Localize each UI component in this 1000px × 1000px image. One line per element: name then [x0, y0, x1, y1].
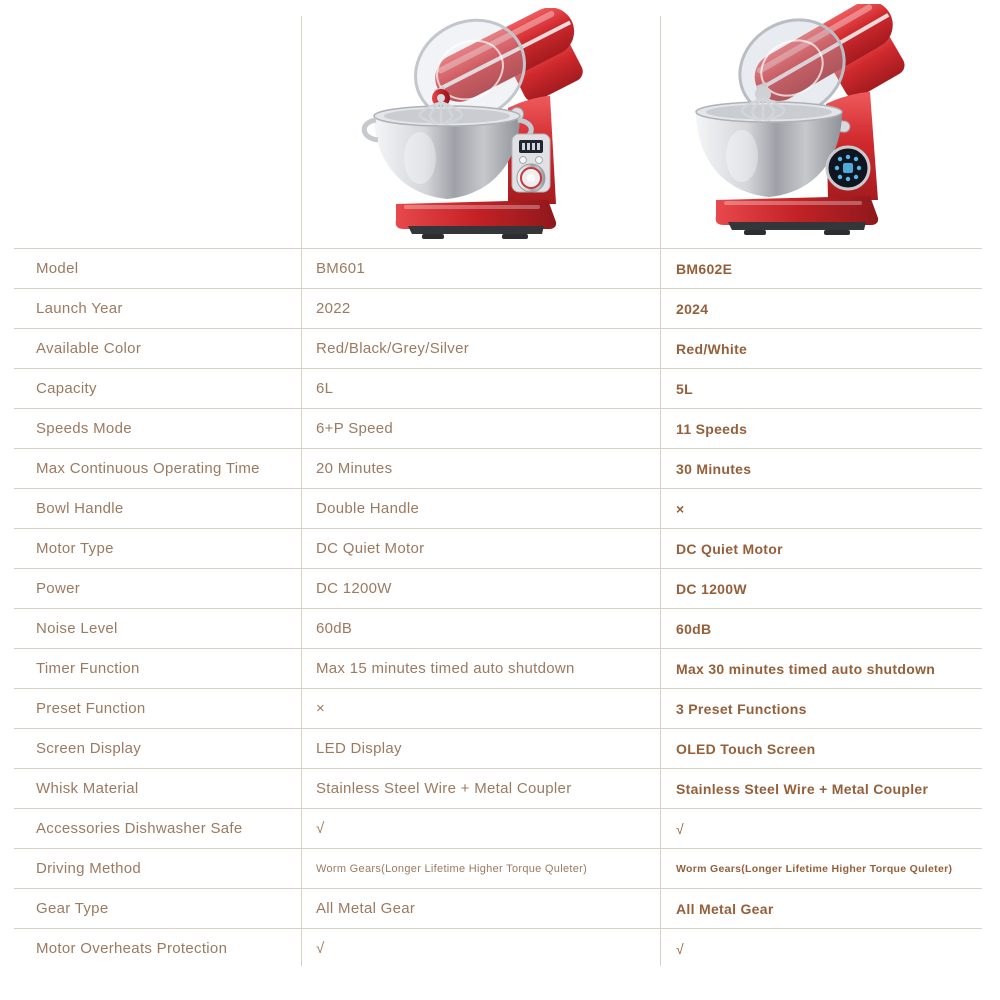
spec-value-bm601: DC 1200W: [316, 580, 392, 597]
table-row-driving-method: [14, 848, 982, 888]
spec-value-bm601: Red/Black/Grey/Silver: [316, 340, 470, 357]
spec-value-bm602e: 2024: [676, 300, 709, 317]
table-row-launch-year: [14, 288, 982, 328]
spec-value-bm602e: √: [676, 820, 684, 837]
spec-value-bm601: BM601: [316, 260, 366, 277]
spec-value-bm602e: OLED Touch Screen: [676, 740, 816, 757]
spec-value-bm601: DC Quiet Motor: [316, 540, 425, 557]
spec-value-bm602e: Max 30 minutes timed auto shutdown: [676, 660, 936, 677]
mixer-base: [716, 196, 878, 235]
spec-label: Motor Overheats Protection: [36, 940, 228, 957]
product-image-bm602e: [672, 4, 972, 244]
spec-value-bm601: Worm Gears(Longer Lifetime Higher Torque Quleter): [316, 862, 588, 875]
spec-label: Motor Type: [36, 540, 114, 557]
spec-label: Preset Function: [36, 700, 146, 717]
spec-value-bm602e: 3 Preset Functions: [676, 700, 807, 717]
table-row-motor-overheats-protection: [14, 928, 982, 968]
product-image-bm601: [352, 8, 652, 248]
table-row-dishwasher-safe: [14, 808, 982, 848]
spec-value-bm602e: Stainless Steel Wire + Metal Coupler: [676, 780, 929, 797]
table-row-timer-function: [14, 648, 982, 688]
spec-label: Gear Type: [36, 900, 109, 917]
table-row-capacity: [14, 368, 982, 408]
spec-value-bm602e: All Metal Gear: [676, 900, 774, 917]
table-row-gear-type: [14, 888, 982, 928]
spec-label: Bowl Handle: [36, 500, 124, 517]
oled-touch-screen: [827, 147, 869, 189]
spec-label: Launch Year: [36, 300, 123, 317]
spec-value-bm602e: Worm Gears(Longer Lifetime Higher Torque Quleter): [676, 862, 953, 875]
spec-value-bm602e: Red/White: [676, 340, 748, 357]
spec-label: Available Color: [36, 340, 142, 357]
table-row-preset-function: [14, 688, 982, 728]
table-row-noise-level: [14, 608, 982, 648]
spec-label: Max Continuous Operating Time: [36, 460, 260, 477]
mixer-base: [396, 200, 556, 239]
spec-value-bm602e: 11 Speeds: [676, 420, 748, 437]
spec-value-bm601: √: [316, 940, 325, 957]
table-row-motor-type: [14, 528, 982, 568]
spec-value-bm602e: √: [676, 940, 684, 957]
spec-value-bm602e: ×: [676, 500, 685, 517]
spec-value-bm601: 6+P Speed: [316, 420, 394, 437]
spec-comparison-table: [14, 248, 982, 968]
spec-label: Capacity: [36, 380, 97, 397]
spec-value-bm601: Double Handle: [316, 500, 420, 517]
table-row-max-operating-time: [14, 448, 982, 488]
control-panel: [512, 134, 550, 192]
spec-value-bm601: √: [316, 820, 325, 837]
spec-value-bm602e: DC Quiet Motor: [676, 540, 783, 557]
spec-value-bm601: Max 15 minutes timed auto shutdown: [316, 660, 575, 677]
spec-value-bm602e: BM602E: [676, 260, 733, 277]
spec-label: Model: [36, 260, 79, 277]
spec-value-bm602e: 5L: [676, 380, 693, 397]
table-row-screen-display: [14, 728, 982, 768]
spec-value-bm601: All Metal Gear: [316, 900, 416, 917]
spec-value-bm601: 2022: [316, 300, 351, 317]
table-row-available-color: [14, 328, 982, 368]
panel-button-left: [520, 157, 527, 164]
spec-value-bm601: LED Display: [316, 740, 402, 757]
spec-value-bm602e: 60dB: [676, 620, 712, 637]
spec-label: Noise Level: [36, 620, 118, 637]
panel-button-right: [536, 157, 543, 164]
spec-label: Whisk Material: [36, 780, 139, 797]
spec-value-bm601: 6L: [316, 380, 334, 397]
table-row-power: [14, 568, 982, 608]
spec-label: Accessories Dishwasher Safe: [36, 820, 243, 837]
spec-label: Power: [36, 580, 81, 597]
mixing-bowl: [696, 102, 842, 197]
spec-value-bm601: 20 Minutes: [316, 460, 393, 477]
table-row-speeds-mode: [14, 408, 982, 448]
spec-value-bm602e: DC 1200W: [676, 580, 747, 597]
spec-value-bm602e: 30 Minutes: [676, 460, 752, 477]
table-row-bowl-handle: [14, 488, 982, 528]
spec-value-bm601: Stainless Steel Wire + Metal Coupler: [316, 780, 572, 797]
spec-label: Screen Display: [36, 740, 142, 757]
spec-label: Driving Method: [36, 860, 142, 877]
table-row-whisk-material: [14, 768, 982, 808]
spec-label: Speeds Mode: [36, 420, 132, 437]
table-row-model: [14, 248, 982, 288]
spec-label: Timer Function: [36, 660, 140, 677]
spec-value-bm601: 60dB: [316, 620, 353, 637]
spec-value-bm601: ×: [316, 700, 326, 717]
